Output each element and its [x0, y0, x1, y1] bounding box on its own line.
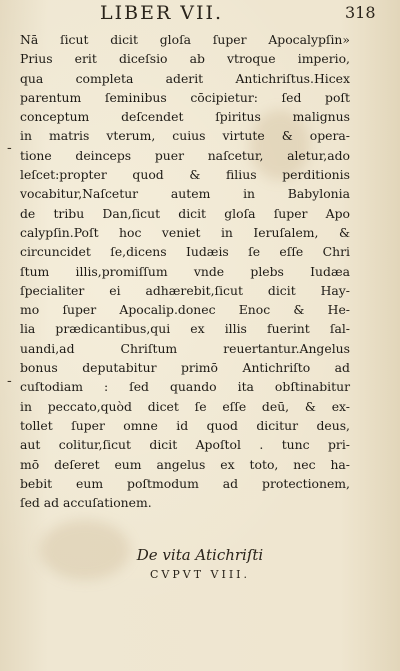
text-line: mo ſuper Apocalip.donec Enoc & He- — [20, 302, 350, 318]
text-line: uandi,ad Chriſtum reuertantur.Angelus — [20, 340, 350, 356]
body-text — [20, 30, 350, 512]
text-line: bebit eum poſtmodum ad protectionem, — [20, 475, 350, 491]
text-line: calypſin.Poſt hoc veniet in Ieruſalem, & — [20, 224, 350, 240]
text-line: Prius erit diceſsio ab vtroque imperio, — [20, 51, 350, 67]
margin-mark: - — [7, 140, 12, 156]
text-line: vocabitur,Naſcetur autem in Babylonia — [20, 186, 350, 202]
text-line: cuſtodiam : ſed quando ita obſtinabitur — [20, 379, 350, 395]
text-line: qua completa aderit Antichriſtus.Hicex — [20, 70, 350, 86]
text-line: de tribu Dan,ſicut dicit gloſa ſuper Apo — [20, 205, 350, 221]
section-heading: De vita Atichriſti — [136, 546, 264, 564]
page-number: 318 — [345, 3, 376, 22]
text-line: tione deinceps puer naſcetur, aletur,ado — [20, 147, 350, 163]
text-line: conceptum deſcendet ſpiritus malignus — [20, 109, 350, 125]
text-line: ſtum illis,promiſſum vnde plebs Iudæa — [20, 263, 350, 279]
text-line: mō deſeret eum angelus ex toto, nec ha- — [20, 456, 350, 472]
text-line: lia prædicantibus,qui ex illis fuerint ſal- — [20, 321, 350, 337]
text-line: bonus deputabitur primō Antichriſto ad — [20, 360, 350, 376]
text-line: circuncidet ſe,dicens Iudæis ſe eſſe Chri — [20, 244, 350, 260]
text-line: parentum ſeminibus cōcipietur: ſed poſt — [20, 89, 350, 105]
text-line: in peccato,quòd dicet ſe eſſe deū, & ex- — [20, 398, 350, 414]
text-line: ſpecialiter ei adhærebit,ſicut dicit Hay- — [20, 282, 350, 298]
text-line: Nā ſicut dicit gloſa ſuper Apocalypſin» — [20, 32, 350, 47]
chapter-heading: CVPVT VIII. — [149, 568, 250, 581]
text-line: leſcet:propter quod & filius perditionis — [20, 167, 350, 183]
text-line: aut colitur,ſicut dicit Apoſtol . tunc pri- — [20, 437, 350, 453]
text-line: tollet ſuper omne id quod dicitur deus, — [20, 417, 350, 433]
text-line: in matris vterum, cuius virtute & opera- — [20, 128, 350, 144]
margin-mark: - — [7, 373, 12, 389]
text-line: ſed ad accuſationem. — [20, 495, 152, 511]
running-title: LIBER VII. — [100, 2, 224, 24]
